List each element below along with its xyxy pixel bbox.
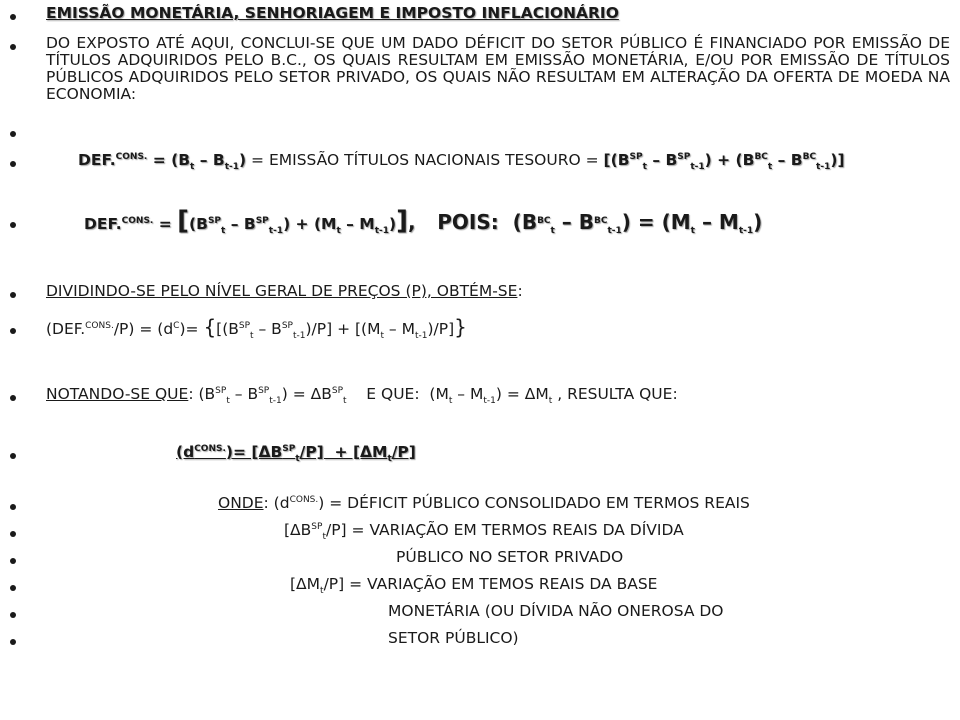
pois-label: POIS: <box>437 210 499 234</box>
bullet-dot <box>10 328 16 334</box>
bullet-dot <box>10 639 16 645</box>
dividindo-text: DIVIDINDO-SE PELO NÍVEL GERAL DE PREÇOS (P), OBTÉM-SE <box>46 282 518 300</box>
bullet-dot <box>10 292 16 298</box>
bullet-dot <box>10 531 16 537</box>
monetaria-text: MONETÁRIA (OU DÍVIDA NÃO ONEROSA DO <box>388 602 724 620</box>
def-equation: $DEF.^{CONS.} = (B_t - B_{t-1})$ = EMISSÃO TÍTULOS NACIONAIS TESOURO = $[(B^{SP}_t - B^{SP}_{t-1}) + (B^{BC}_t - B^{BC}_{t-1})]$ <box>78 151 845 172</box>
bullet-dot <box>10 14 16 20</box>
bullet-dot <box>10 453 16 459</box>
bullet-dot <box>10 558 16 564</box>
result-equation: $(d^{CONS.})= [\Delta B^{SP}_t/P] + [\Delta M_t/P]$ <box>176 443 416 464</box>
bullet-dot <box>10 395 16 401</box>
bullet-dot <box>10 504 16 510</box>
emissao-titulos-label: EMISSÃO TÍTULOS NACIONAIS TESOURO <box>268 151 581 169</box>
setor-publico-text: SETOR PÚBLICO) <box>388 629 519 647</box>
dividindo-line: DIVIDINDO-SE PELO NÍVEL GERAL DE PREÇOS (P), OBTÉM-SE: <box>46 282 523 300</box>
bullet-dot <box>10 161 16 167</box>
e-que-label: E QUE: <box>366 385 420 403</box>
deficit-real-text: DÉFICIT PÚBLICO CONSOLIDADO EM TERMOS REAIS <box>347 494 750 512</box>
resulta-label: RESULTA QUE: <box>567 385 678 403</box>
notando-line: NOTANDO-SE QUE: $(B^{SP}_t - B^{SP}_{t-1}) = \Delta B^{SP}_t$ E QUE: $(M_t - M_{t-1}) = \Delta M_t$ , RESULTA QUE: <box>46 385 678 406</box>
var-base-line: $[\Delta M_t/P]$ = VARIAÇÃO EM TEMOS REAIS DA BASE <box>290 575 658 596</box>
def-pois-equation: $DEF.^{CONS.} = [(B^{SP}_t - B^{SP}_{t-1}) + (M_t - M_{t-1})]$, POIS: $(B^{BC}_t - B^{BC}_{t-1}) = (M_t - M_{t-1})$ <box>84 206 763 236</box>
var-divida-line: $[\Delta B^{SP}_t/P]$ = VARIAÇÃO EM TERMOS REAIS DA DÍVIDA <box>284 521 684 542</box>
bullet-dot <box>10 612 16 618</box>
def-real-equation: $(DEF.^{CONS.}/P) = (d^C)= \{[(B^{SP}_t - B^{SP}_{t-1})/P] + [(M_t - M_{t-1})/P]\}$ <box>46 315 467 341</box>
bullet-dot <box>10 222 16 228</box>
var-base-text: VARIAÇÃO EM TEMOS REAIS DA BASE <box>367 575 658 593</box>
publico-privado-text: PÚBLICO NO SETOR PRIVADO <box>396 548 624 566</box>
bullet-dot <box>10 585 16 591</box>
onde-line: ONDE: $(d^{CONS.})$ = DÉFICIT PÚBLICO CONSOLIDADO EM TERMOS REAIS <box>218 494 750 512</box>
notando-label: NOTANDO-SE QUE <box>46 385 189 403</box>
slide-title: EMISSÃO MONETÁRIA, SENHORIAGEM E IMPOSTO INFLACIONÁRIO <box>46 4 619 22</box>
bullet-dot <box>10 131 16 137</box>
var-divida-text: VARIAÇÃO EM TERMOS REAIS DA DÍVIDA <box>369 521 684 539</box>
bullet-dot <box>10 44 16 50</box>
intro-paragraph: DO EXPOSTO ATÉ AQUI, CONCLUI-SE QUE UM DADO DÉFICIT DO SETOR PÚBLICO É FINANCIADO POR EMISSÃO DE TÍTULOS ADQUIRIDOS PELO B.C., OS QUAIS RESULTAM EM EMISSÃO MONETÁRIA, E/OU POR EMISSÃO DE TÍTULOS PÚBLICOS ADQUIRIDOS PELO SETOR PRIVADO, OS QUAIS NÃO RESULTAM EM ALTERAÇÃO DA OFERTA DE MOEDA NA ECONOMIA: <box>46 34 950 103</box>
onde-label: ONDE <box>218 494 264 512</box>
